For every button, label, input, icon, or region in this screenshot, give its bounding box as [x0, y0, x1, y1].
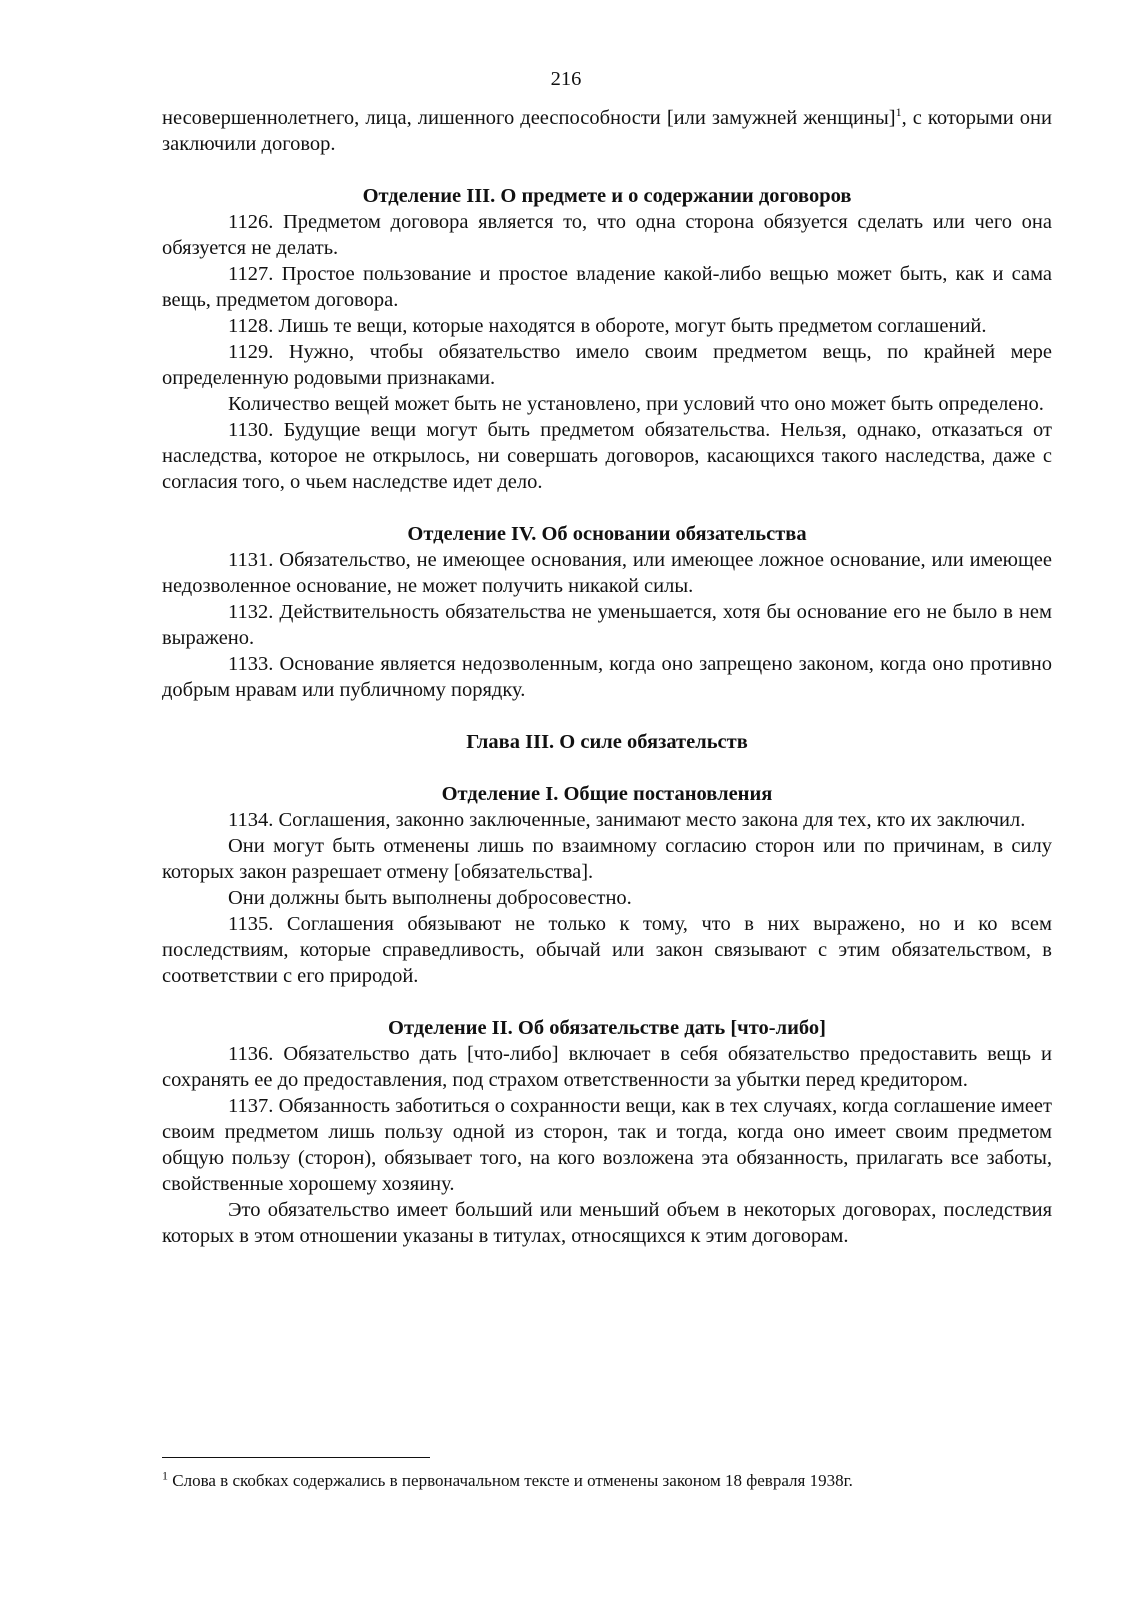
spacer	[162, 157, 1052, 183]
page-body	[162, 105, 1052, 1249]
article-1137: 1137. Обязанность заботиться о сохранности вещи, как в тех случаях, когда соглашение имеет своим предметом лишь пользу одной из сторон, так и тогда, когда оно имеет своим предметом общую пользу (сторон), обязывает того, на кого возложена эта обязанность, прилагать все заботы, свойственные хорошему хозяину.	[162, 1095, 1052, 1195]
chapter-heading: Глава III. О силе обязательств	[466, 731, 748, 753]
article-1130: 1130. Будущие вещи могут быть предметом обязательства. Нельзя, однако, отказаться от наследства, которое не открылось, ни совершать договоров, касающихся такого наследства, даже с согласия того, о чьем наследстве идет дело.	[162, 419, 1052, 493]
page-number: 216	[550, 68, 582, 90]
intro-paragraph	[162, 105, 1052, 157]
spacer	[162, 703, 1052, 729]
section-heading: Отделение II. Об обязательстве дать [что-либо]	[388, 1017, 826, 1039]
article-1134-part-3: Они должны быть выполнены добросовестно.	[228, 887, 632, 909]
section-heading: Отделение I. Общие постановления	[441, 783, 773, 805]
spacer	[162, 755, 1052, 781]
article-1134: 1134. Соглашения, законно заключенные, занимают место закона для тех, кто их заключил.	[228, 809, 1026, 831]
article-1129-part-2: Количество вещей может быть не установлено, при условий что оно может быть определено.	[228, 393, 1044, 415]
spacer	[162, 495, 1052, 521]
article-1127: 1127. Простое пользование и простое владение какой-либо вещью может быть, как и сама вещь, предметом договора.	[162, 263, 1052, 311]
article-1137-part-2: Это обязательство имеет больший или меньший объем в некоторых договорах, последствия которых в этом отношении указаны в титулах, относящихся к этим договорам.	[162, 1199, 1052, 1247]
footnote-reference: 1	[895, 105, 902, 120]
footnote-marker: 1	[162, 1468, 168, 1483]
article-1132: 1132. Действительность обязательства не уменьшается, хотя бы основание его не было в нем выражено.	[162, 601, 1052, 649]
footnote	[162, 1470, 1052, 1492]
intro-text-before: несовершеннолетнего, лица, лишенного дееспособности [или замужней женщины]	[162, 107, 896, 129]
article-1136: 1136. Обязательство дать [что-либо] включает в себя обязательство предоставить вещь и сохранять ее до предоставления, под страхом ответственности за убытки перед кредитором.	[162, 1043, 1052, 1091]
article-1128: 1128. Лишь те вещи, которые находятся в обороте, могут быть предметом соглашений.	[228, 315, 987, 337]
footnote-separator	[162, 1457, 430, 1458]
article-1135: 1135. Соглашения обязывают не только к тому, что в них выражено, но и ко всем последствиям, которые справедливость, обычай или закон связывают с этим обязательством, в соответствии с его природой.	[162, 913, 1052, 987]
footnote-text: Слова в скобках содержались в первоначальном тексте и отменены законом 18 февраля 1938г.	[168, 1471, 853, 1490]
section-heading: Отделение III. О предмете и о содержании договоров	[362, 185, 852, 207]
article-1129: 1129. Нужно, чтобы обязательство имело своим предметом вещь, по крайней мере определенную родовыми признаками.	[162, 341, 1052, 389]
intro-text-after: , с которыми они заключили договор.	[162, 107, 1052, 155]
spacer	[162, 989, 1052, 1015]
article-1131: 1131. Обязательство, не имеющее основания, или имеющее ложное основание, или имеющее недозволенное основание, не может получить никакой силы.	[162, 549, 1052, 597]
article-1126: 1126. Предметом договора является то, что одна сторона обязуется сделать или чего она обязуется не делать.	[162, 211, 1052, 259]
article-1134-part-2: Они могут быть отменены лишь по взаимному согласию сторон или по причинам, в силу которых закон разрешает отмену [обязательства].	[162, 835, 1052, 883]
section-heading: Отделение IV. Об основании обязательства	[407, 523, 807, 545]
article-1133: 1133. Основание является недозволенным, когда оно запрещено законом, когда оно противно добрым нравам или публичному порядку.	[162, 653, 1052, 701]
